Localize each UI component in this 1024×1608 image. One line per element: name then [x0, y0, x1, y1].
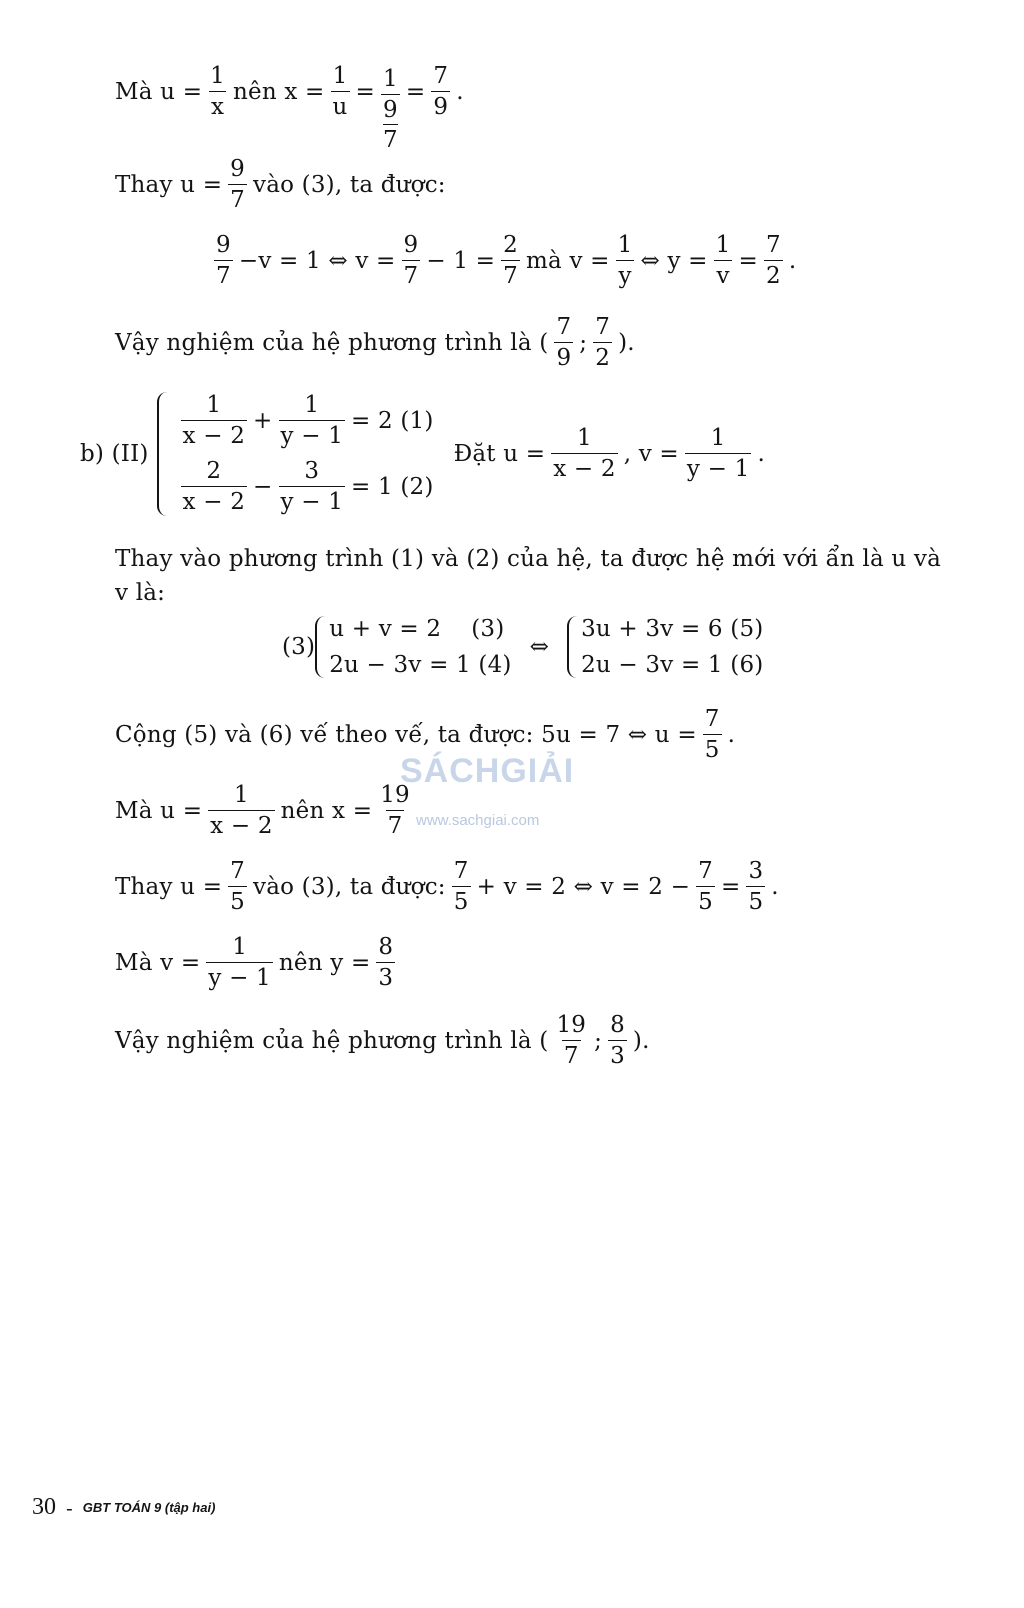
text: = 1 (2) — [351, 473, 434, 500]
line-thay-u2 — [115, 858, 779, 916]
fraction: $\frac{3}{5}$ — [748, 858, 764, 916]
text: . — [771, 873, 779, 900]
system-brace — [315, 616, 511, 678]
text: (3) — [282, 634, 316, 660]
text: 3u + 3v = 6 (5) — [581, 616, 764, 642]
text: ; — [594, 1027, 603, 1054]
line-conclusion-b — [115, 1012, 650, 1070]
text: + — [253, 407, 273, 434]
line-mav-y — [115, 934, 401, 992]
text: mà v = — [526, 247, 610, 274]
text: Vậy nghiệm của hệ phương trình là ( — [115, 1027, 549, 1054]
text: , v = — [623, 440, 679, 467]
text: Đặt u = — [453, 440, 546, 467]
fraction: $\frac{7}{2}$ — [765, 232, 781, 290]
page-footer — [32, 1494, 215, 1521]
text: Thay u = — [115, 873, 223, 900]
watermark-logo: SÁCHGIẢI — [400, 752, 575, 790]
text: Mà u = — [115, 78, 203, 105]
text: Cộng (5) và (6) vế theo vế, ta được: 5u = 7 ⇔ u = — [115, 721, 697, 748]
fraction: $\frac{1}{y - 1}$ — [208, 934, 271, 992]
text: = — [355, 78, 376, 105]
text: ; — [579, 329, 588, 356]
fraction: $\frac{1}{u}$ — [332, 62, 348, 121]
text: nên x = — [233, 78, 325, 105]
text: Mà u = — [115, 797, 203, 824]
fraction: $\frac{7}{5}$ — [698, 858, 713, 916]
text: − 1 = — [426, 247, 496, 274]
page-number: 30 — [32, 1494, 56, 1520]
fraction: $\frac{3}{y - 1}$ — [280, 457, 344, 516]
fraction: $\frac{1}{x - 2}$ — [553, 424, 616, 483]
fraction: $\frac{8}{3}$ — [378, 934, 394, 992]
fraction: $\frac{2}{7}$ — [503, 232, 519, 290]
text: = — [720, 873, 741, 900]
fraction: $\frac{8}{3}$ — [610, 1012, 625, 1070]
brace — [567, 616, 577, 678]
fraction: $\frac{2}{x - 2}$ — [182, 457, 246, 516]
text: nên x = — [280, 797, 373, 824]
text: −v = 1 ⇔ v = — [238, 247, 396, 274]
fraction: $\frac{1}{y}$ — [617, 232, 633, 290]
text: 2u − 3v = 1 (4) — [329, 652, 512, 678]
text: nên y = — [278, 949, 371, 976]
text: + v = 2 ⇔ v = 2 − — [476, 873, 691, 900]
fraction: $\frac{19}{7}$ — [556, 1012, 587, 1070]
fraction: $\frac{9}{7}$ — [230, 156, 246, 214]
text: = — [738, 247, 758, 274]
text: ⇔ y = — [640, 247, 708, 274]
fraction: $\frac{7}{9}$ — [556, 314, 572, 372]
fraction: $\frac{9}{7}$ — [216, 232, 231, 290]
fraction: $\frac{1}{y - 1}$ — [686, 424, 750, 483]
line-system-ii — [80, 392, 765, 516]
line-thay-u — [115, 156, 446, 214]
line-solve-v — [208, 232, 796, 290]
text: . — [757, 440, 765, 467]
text: = 2 (1) — [351, 407, 434, 434]
line-conclusion-a — [115, 314, 635, 372]
fraction: $\frac{7}{2}$ — [595, 314, 611, 372]
text: . — [727, 721, 736, 748]
system-brace — [157, 392, 434, 516]
line-system-uv — [282, 616, 763, 678]
fraction: $\frac{7}{5}$ — [453, 858, 469, 916]
text: ). — [632, 1027, 650, 1054]
part-label: b) (II) — [80, 440, 149, 467]
fraction: $\frac{1}{x - 2}$ — [210, 782, 273, 840]
text: ). — [618, 329, 635, 356]
text: v là: — [115, 580, 166, 606]
line-mau-x — [115, 48, 464, 153]
brace — [315, 616, 325, 678]
fraction: $\frac{19}{7}$ — [380, 782, 410, 840]
fraction: $\frac{9}{7}$ — [403, 232, 419, 290]
fraction: $\frac{7}{9}$ — [433, 62, 449, 121]
watermark-url: www.sachgiai.com — [416, 812, 540, 829]
text: . — [788, 247, 797, 274]
fraction: $\frac{1}{y - 1}$ — [280, 392, 344, 450]
line-v-la — [115, 580, 165, 606]
text: = — [405, 78, 426, 105]
fraction: $\frac{7}{5}$ — [230, 858, 246, 916]
system-brace — [567, 616, 763, 678]
fraction: $\frac{1}{x}$ — [210, 62, 226, 121]
footer-dash: - — [66, 1495, 73, 1520]
text: . — [456, 78, 464, 105]
text: ⇔ — [529, 634, 550, 660]
line-thay-vao — [115, 546, 941, 572]
line-mau-x2 — [115, 782, 418, 840]
text: Thay vào phương trình (1) và (2) của hệ, ta được hệ mới với ẩn là u và — [115, 546, 942, 572]
text: u + v = 2 (3) — [329, 616, 505, 642]
fraction: $\frac{1}{v}$ — [715, 232, 731, 290]
fraction: $\frac{1}{x - 2}$ — [182, 392, 246, 450]
text: Thay u = — [115, 171, 223, 198]
text: Mà v = — [115, 949, 201, 976]
brace — [157, 392, 171, 516]
text: − — [253, 473, 273, 500]
text: 2u − 3v = 1 (6) — [581, 652, 764, 678]
book-title: GBT TOÁN 9 (tập hai) — [82, 1500, 216, 1515]
complex-fraction: 1 9 7 — [383, 66, 398, 153]
text: Vậy nghiệm của hệ phương trình là ( — [115, 329, 549, 356]
text: vào (3), ta được: — [253, 171, 446, 198]
fraction: $\frac{7}{5}$ — [704, 706, 720, 764]
text: vào (3), ta được: — [253, 873, 446, 900]
